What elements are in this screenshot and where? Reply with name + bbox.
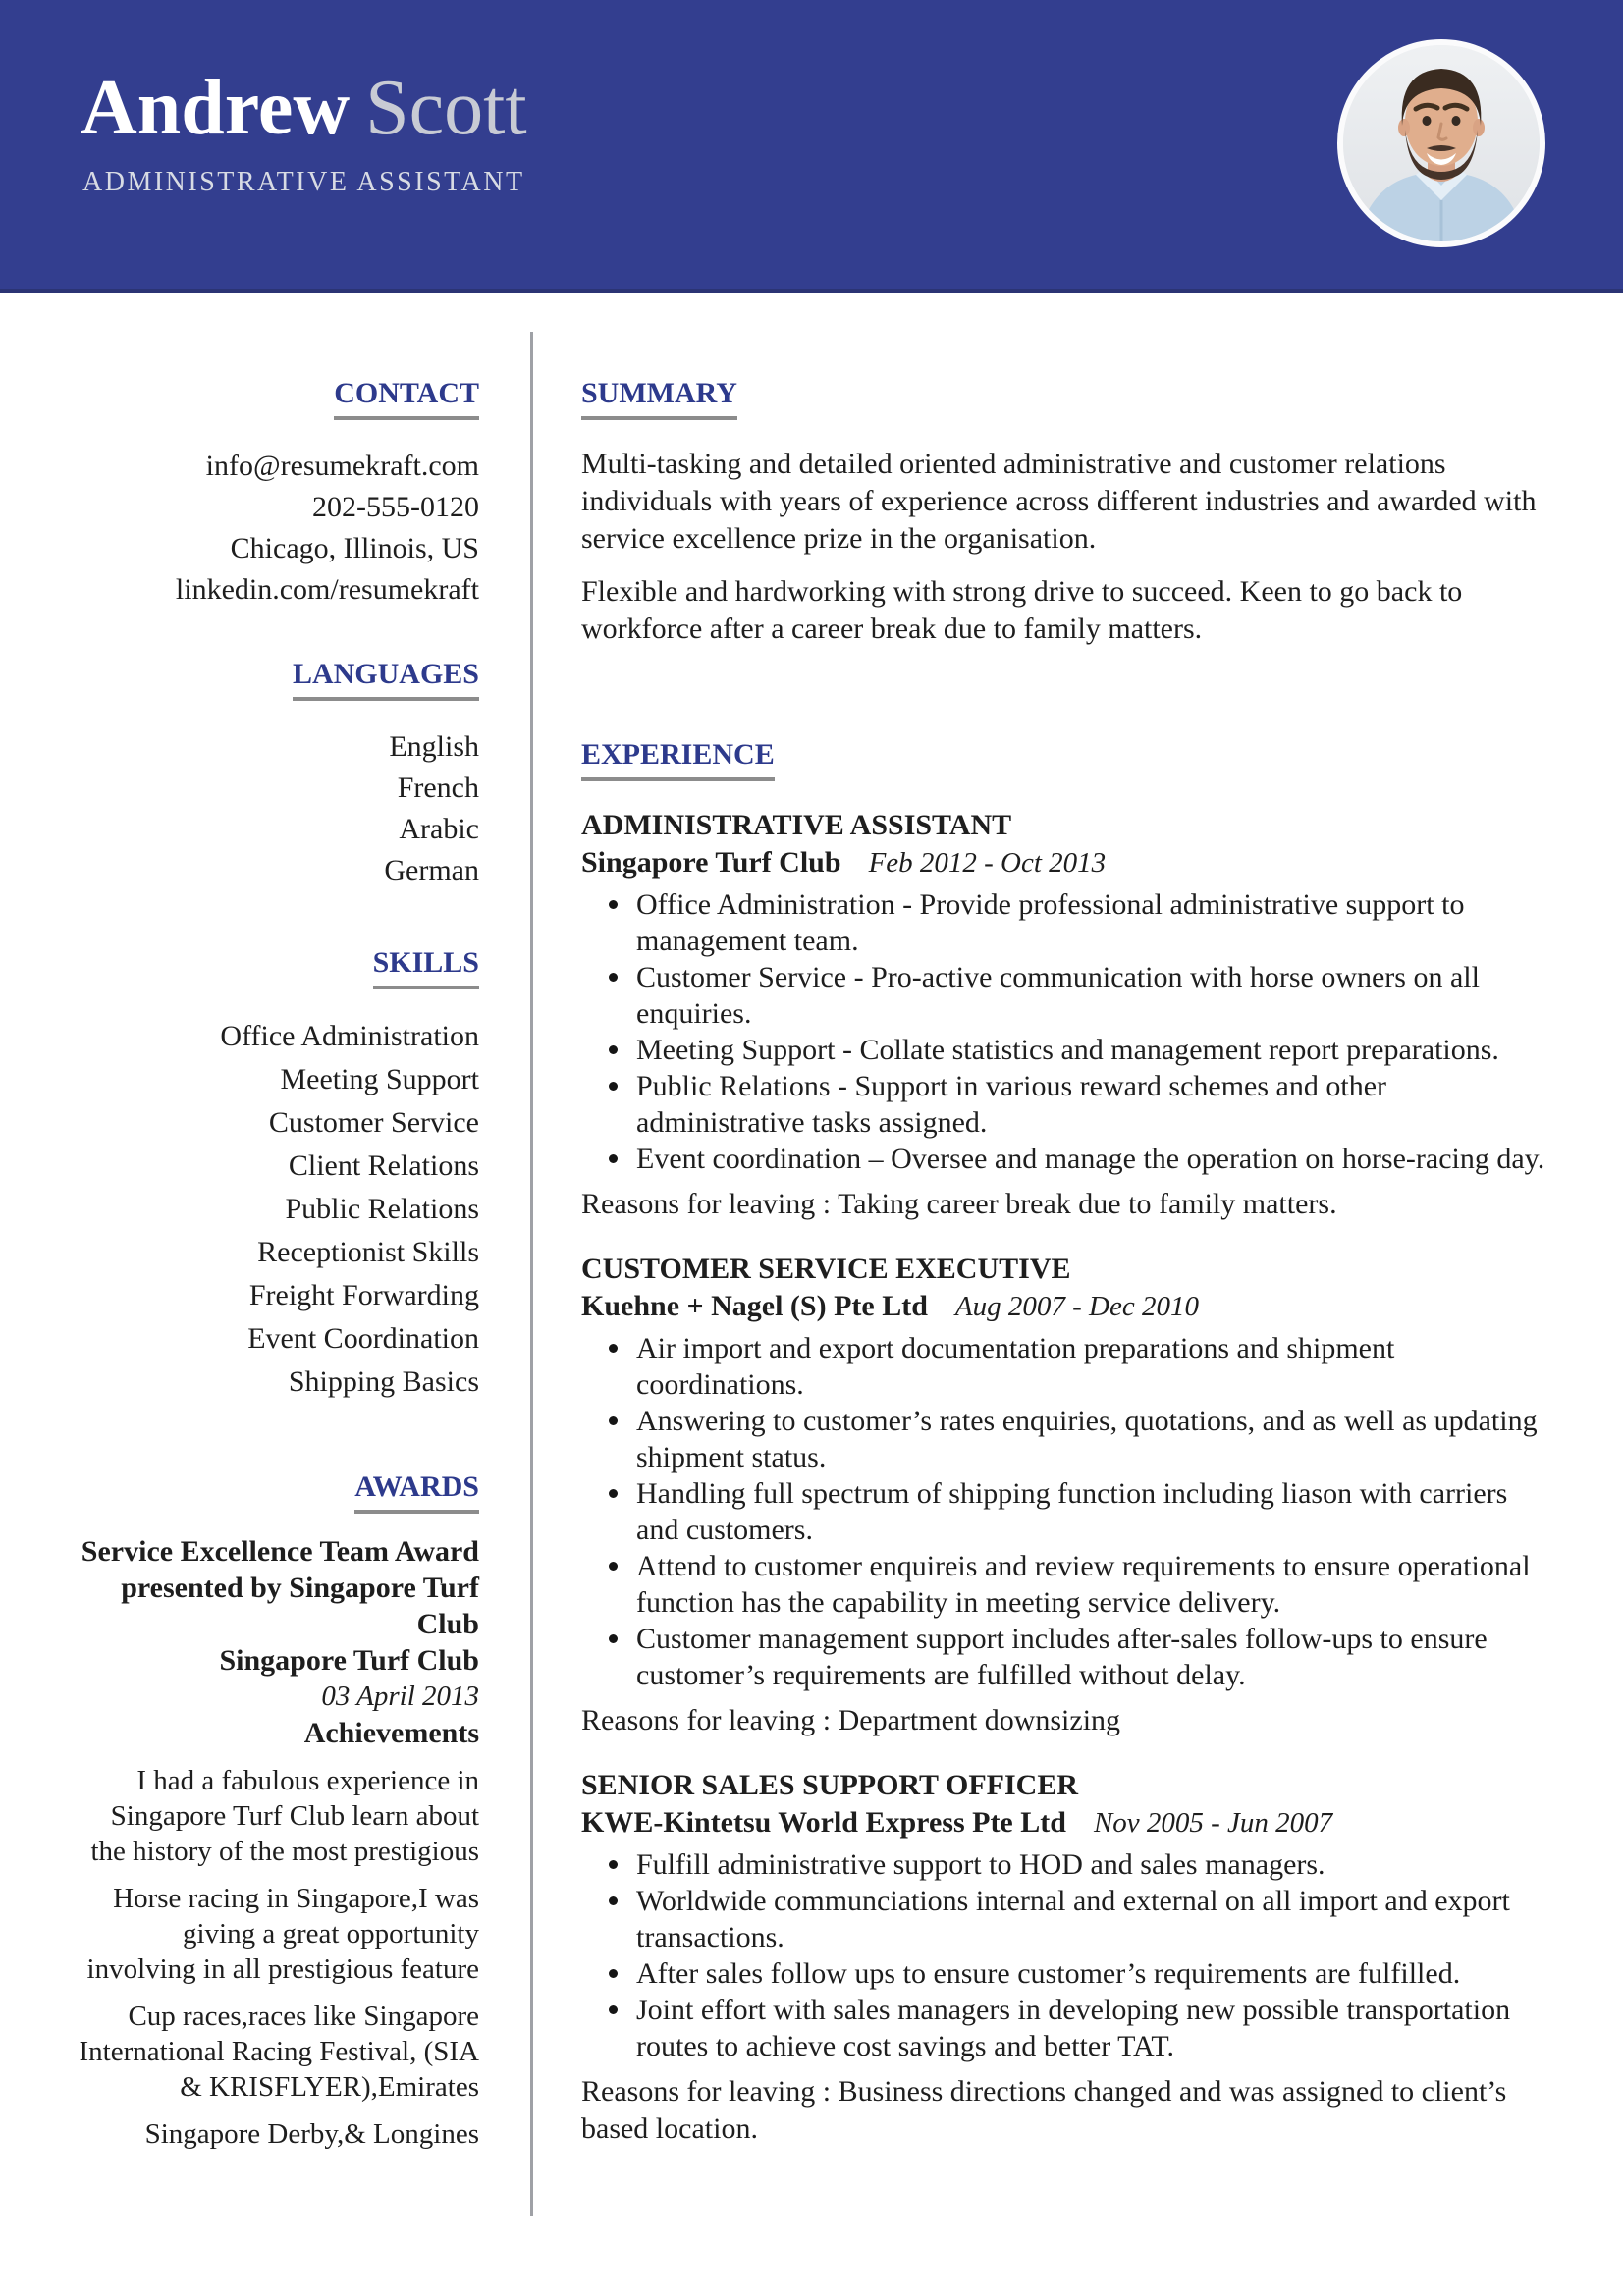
job-leaving-reason: Reasons for leaving : Taking career break due to family matters. [581,1188,1337,1220]
sidebar [79,332,479,2152]
contact-location: Chicago, Illinois, US [230,532,479,564]
job-bullet: Answering to customer’s rates enquiries, quotations, and as well as updating shipment status. [581,1403,1551,1475]
job-bullet: Office Administration - Provide professional administrative support to management team. [581,886,1551,959]
awards-heading: AWARDS [354,1472,479,1514]
job-company: Singapore Turf Club [581,846,841,879]
skills-list [79,1015,479,1404]
language-item: Arabic [399,813,479,845]
contact-section [79,379,479,611]
contact-linkedin: linkedin.com/resumekraft [175,573,479,606]
job-bullet-list [581,1846,1551,2064]
job-bullet: Handling full spectrum of shipping function including liason with carriers and customers. [581,1475,1551,1548]
job-bullet: Meeting Support - Collate statistics and management report preparations. [581,1032,1551,1068]
person-role: ADMINISTRATIVE ASSISTANT [82,167,525,197]
job-bullet-list [581,1330,1551,1693]
language-item: English [389,730,479,763]
job-dates: Feb 2012 - Oct 2013 [868,847,1107,879]
contact-list [79,446,479,611]
award-organization: Singapore Turf Club [219,1644,479,1677]
skill-item: Receptionist Skills [257,1236,479,1268]
skill-item: Office Administration [220,1020,479,1052]
skills-heading-row [79,948,479,989]
skill-item: Shipping Basics [288,1365,479,1398]
job-meta-row [581,1804,1551,1846]
avatar-eye-right [1452,116,1461,126]
award-achievements-label: Achievements [303,1717,479,1749]
language-item: French [397,772,479,804]
job-company: KWE-Kintetsu World Express Pte Ltd [581,1806,1066,1839]
job-company: Kuehne + Nagel (S) Pte Ltd [581,1290,928,1322]
job-dates: Nov 2005 - Jun 2007 [1093,1807,1333,1839]
job-bullet: Fulfill administrative support to HOD and sales managers. [581,1846,1551,1883]
job-bullet: Customer Service - Pro-active communication with horse owners on all enquiries. [581,959,1551,1032]
profile-photo [1337,39,1545,247]
column-divider [530,332,533,2216]
main-column [581,332,1551,2148]
skill-item: Public Relations [285,1193,479,1225]
job-bullet: After sales follow ups to ensure customer’s requirements are fulfilled. [581,1955,1551,1992]
job-bullet: Worldwide communciations internal and external on all import and export transactions. [581,1883,1551,1955]
contact-heading: CONTACT [334,379,479,420]
job-title: ADMINISTRATIVE ASSISTANT [581,809,1012,841]
job-bullet: Public Relations - Support in various reward schemes and other administrative tasks assigned. [581,1068,1551,1141]
avatar-eye-left [1423,116,1432,126]
summary-heading: SUMMARY [581,379,737,420]
languages-heading-row [79,660,479,701]
last-name: Scott [365,65,527,151]
job-title: SENIOR SALES SUPPORT OFFICER [581,1769,1079,1801]
header-band [0,0,1623,293]
job-dates: Aug 2007 - Dec 2010 [954,1291,1199,1322]
person-name [81,65,527,151]
languages-section [79,660,479,891]
skills-heading: SKILLS [373,948,479,989]
experience-section [581,740,1551,2148]
award-date: 03 April 2013 [321,1681,479,1712]
award-paragraph: Singapore Derby,& Longines [144,2118,479,2150]
award-paragraph: Cup races,races like Singapore International Racing Festival, (SIA & KRISFLYER),Emirates [79,2001,479,2103]
job-meta-row [581,1288,1551,1330]
job-bullet: Customer management support includes after-sales follow-ups to ensure customer’s requirements are fulfilled without delay. [581,1621,1551,1693]
contact-phone: 202-555-0120 [312,491,479,523]
summary-heading-row [581,379,1551,420]
avatar-ear-left [1398,119,1410,136]
skill-item: Freight Forwarding [248,1279,479,1311]
skills-section [79,948,479,1404]
awards-heading-row [79,1472,479,1514]
award-paragraph: Horse racing in Singapore,I was giving a great opportunity involving in all prestigious feature [86,1883,479,1985]
contact-email: info@resumekraft.com [205,450,479,482]
job-bullet: Air import and export documentation preparations and shipment coordinations. [581,1330,1551,1403]
job-bullet: Attend to customer enquireis and review requirements to ensure operational function has the capability in meeting service delivery. [581,1548,1551,1621]
award-title: Service Excellence Team Award presented by Singapore Turf Club [81,1535,479,1640]
skill-item: Meeting Support [280,1063,479,1095]
contact-heading-row [79,379,479,420]
job-bullet-list [581,886,1551,1177]
skill-item: Customer Service [268,1106,479,1139]
awards-section [79,1472,479,2152]
job-leaving-reason: Reasons for leaving : Department downsizing [581,1704,1121,1736]
languages-list [79,726,479,891]
skill-item: Client Relations [288,1149,479,1182]
job-meta-row [581,844,1551,886]
job-entry [581,1251,1551,1739]
languages-heading: LANGUAGES [293,660,479,701]
experience-heading: EXPERIENCE [581,740,775,781]
language-item: German [384,854,479,886]
job-entry [581,807,1551,1223]
first-name: Andrew [81,65,351,151]
job-entry [581,1767,1551,2148]
job-title: CUSTOMER SERVICE EXECUTIVE [581,1253,1071,1285]
job-leaving-reason: Reasons for leaving : Business directions changed and was assigned to client’s based location. [581,2075,1507,2145]
skill-item: Event Coordination [247,1322,479,1355]
job-bullet: Event coordination – Oversee and manage the operation on horse-racing day. [581,1141,1551,1177]
summary-section [581,379,1551,648]
job-bullet: Joint effort with sales managers in developing new possible transportation routes to achieve cost savings and better TAT. [581,1992,1551,2064]
avatar-illustration [1343,45,1540,241]
summary-paragraph: Flexible and hardworking with strong drive to succeed. Keen to go back to workforce after a career break due to family matters. [581,575,1463,645]
summary-paragraph: Multi-tasking and detailed oriented administrative and customer relations individuals with years of experience across different industries and awarded with service excellence prize in the organisation. [581,448,1537,555]
award-paragraph: I had a fabulous experience in Singapore Turf Club learn about the history of the most prestigious [90,1765,479,1867]
experience-heading-row [581,740,1551,781]
avatar-ear-right [1473,119,1485,136]
